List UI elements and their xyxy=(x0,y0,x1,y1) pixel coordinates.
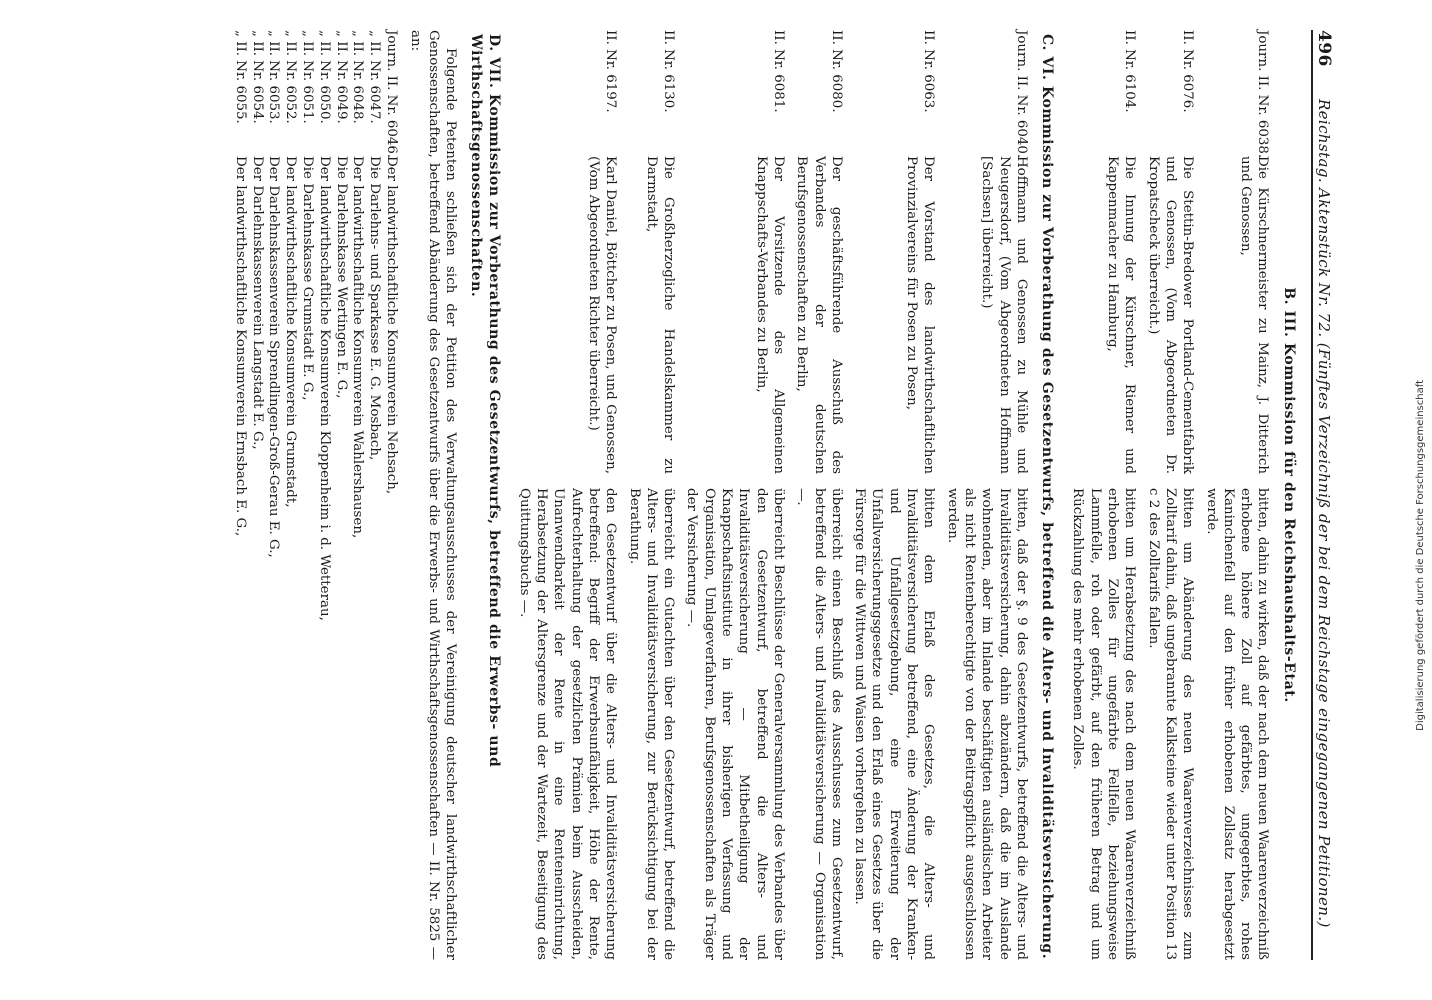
petition-request: bitten um Abänderung des neuen Waarenverzeichnisses zum Zolltarif dahin, daß ungebrannte Kalksteine wieder unter Position 13 c 2 des Zolltarifs fallen. xyxy=(1145,488,1196,960)
journal-reference: II. Nr. 6104. xyxy=(1122,30,1138,113)
list-item xyxy=(382,30,399,960)
section-intro: Folgende Petenten schließen sich der Petition des Verwaltungsausschusses der Vereinigung deutscher landwirthschaftlicher Genossenschaften, betreffend Abänderung des Gesetzentwurfs über die Erwerbs- und Wirthschaftsgenossenschaften — II. Nr. 5825 — an: xyxy=(408,30,458,960)
petition-entry xyxy=(1069,30,1138,960)
page-number: 496 xyxy=(1314,30,1334,67)
petition-entry xyxy=(683,30,787,960)
petition-request: bitten, dahin zu wirken, daß der nach dem neuen Waarenverzeichniß erhobene höhere Zoll auf gefärbtes, ungegerbtes, rohes Kaninchenfell auf den früher erhobenen Zollsatz herabgesetzt werde. xyxy=(1203,488,1271,960)
list-item xyxy=(231,30,248,960)
journal-reference: II. Nr. 6076. xyxy=(1180,30,1196,113)
petitioner: Die Innung der Kürschner, Riemer und Kappenmacher zu Hamburg, xyxy=(1105,156,1138,474)
petitioner: Die Großherzogliche Handelskammer zu Darmstadt, xyxy=(643,156,677,474)
petition-request: bitten um Herabsetzung des nach dem neuen Waarenverzeichniß erhobenen Zolles für ungefärbte Fellfelle, beziehungsweise Lammfelle, roh oder gefärbt, auf den früheren Betrag und um Rückzahlung des mehr erhobenen Zolles. xyxy=(1070,488,1138,960)
petition-request: überreicht einen Beschluß des Ausschusses zum Gesetzentwurf, betreffend die Alters- und Invaliditätsversicherung — Organisation —. xyxy=(794,488,844,960)
journal-reference: „ II. Nr. 6047. xyxy=(367,30,383,124)
petitioner: Der landwirthschaftliche Konsumverein Nehsach, xyxy=(384,156,400,495)
petition-entry xyxy=(1144,30,1196,960)
journal-reference: „ II. Nr. 6051. xyxy=(300,30,316,124)
journal-reference: „ II. Nr. 6055. xyxy=(232,30,248,124)
petitioner: Karl Daniel, Böttcher zu Posen, und Genossen, (Vom Abgeordneten Richter überreicht.) xyxy=(586,156,619,474)
petitioner: Die Darlehnskasse Wertingen E. G., xyxy=(333,156,349,399)
journal-reference: „ II. Nr. 6048. xyxy=(350,30,366,124)
list-item xyxy=(248,30,265,960)
petition-request: den Gesetzentwurf über die Alters- und Invaliditätsversicherung betreffend: Begriff der Erwerbsunfähigkeit, Höhe der Rente, Aufrechterhaltung der gesetzlichen Prämien beim Ausscheiden, Unanwendbarkeit der Rente in eine Renteneinrichtung, Herabsetzung der Altersgrenze und der Wartezeit, Beseitigung des Quittungsbuchs —. xyxy=(516,488,619,960)
petition-entry xyxy=(943,30,1029,960)
petitioner: Der Vorsitzende des Allgemeinen Knappschafts-Verbandes zu Berlin, xyxy=(753,156,786,474)
page-header xyxy=(1311,30,1332,960)
petition-request: überreicht Beschlüsse der Generalversammlung des Verbandes über den Gesetzentwurf, betreffend die Alters- und Invaliditätsversicherung — Mitbetheiligung der Knappschaftsinstitute in ihrer bisherigen Verfassung und Organisation, Umlageverfahren, Berufsgenossenschaften als Träger der Versicherung —. xyxy=(684,488,786,960)
page-title: Reichstag. Aktenstück Nr. 72. (Fünftes Verzeichniß der bei dem Reichstage eingegangenen Petitionen.) xyxy=(1315,98,1333,928)
petition-entry xyxy=(516,30,620,960)
journal-reference: II. Nr. 6081. xyxy=(770,30,786,113)
journal-reference: Journ. II. Nr. 6040. xyxy=(1013,30,1029,159)
petition-entry xyxy=(851,30,937,960)
journal-reference: II. Nr. 6197. xyxy=(603,30,619,113)
petitioner: Der Darlehnskassenverein Langstadt E. G., xyxy=(249,156,265,450)
list-item xyxy=(281,30,298,960)
petition-list xyxy=(516,30,1030,960)
journal-reference: Journ. II. Nr. 6038. xyxy=(1255,30,1271,159)
petitioner: Hoffmann und Genossen zu Mühle und Neugersdorf, (Vom Abgeordneten Hoffmann [Sachsen] überreicht.) xyxy=(979,156,1029,474)
petition-entry xyxy=(1202,30,1271,960)
journal-reference: „ II. Nr. 6049. xyxy=(333,30,349,124)
petitioner: Der geschäftsführende Ausschuß des Verbandes der deutschen Berufsgenossenschaften zu Berlin, xyxy=(794,156,844,474)
journal-reference: II. Nr. 6130. xyxy=(661,30,677,113)
petition-list xyxy=(1069,30,1271,960)
petition-entry xyxy=(625,30,677,960)
journal-reference: „ II. Nr. 6052. xyxy=(283,30,299,124)
journal-reference: „ II. Nr. 6050. xyxy=(316,30,332,124)
section-heading: D. VII. Kommission zur Vorberathung des Gesetzentwurfs, betreffend die Erwerbs- und Wirthschaftsgenossenschaften. xyxy=(468,34,502,768)
petitioner: Die Darlehns- und Sparkasse E. G. Mosbach, xyxy=(367,156,383,461)
list-item xyxy=(298,30,315,960)
section-heading: B. III. Kommission für den Reichshaushalts-Etat. xyxy=(1280,287,1297,703)
petition-request: bitten, daß der §. 9 des Gesetzentwurfs, betreffend die Alters- und Invaliditätsversicherung, dahin abzuändern, daß die im Auslande wohnenden, aber im Inlande beschäftigten ausländischen Arbeiter als nicht Rentenberechtigte von der Beitragspflicht ausgeschlossen werden. xyxy=(944,488,1029,960)
section-heading: C. VI. Kommission zur Vorberathung des Gesetzentwurfs, betreffend die Alters- und Invaliditätsversicherung. xyxy=(1039,34,1056,960)
list-item xyxy=(349,30,366,960)
journal-reference: Journ. II. Nr. 6046. xyxy=(384,30,400,159)
journal-reference: „ II. Nr. 6053. xyxy=(266,30,282,124)
petitioner: Der landwirthschaftliche Konsumverein Kloppenheim i. d. Wetterau, xyxy=(316,156,332,621)
list-item xyxy=(332,30,349,960)
petitioner: Der landwirthschaftliche Konsumverein Grumstadt, xyxy=(283,156,299,508)
petition-entry xyxy=(793,30,845,960)
petitioner: Der landwirthschaftliche Konsumverein Wahlershausen, xyxy=(350,156,366,539)
journal-reference: „ II. Nr. 6054. xyxy=(249,30,265,124)
petition-request: überreicht ein Gutachten über den Gesetzentwurf, betreffend die Alters- und Invaliditätsversicherung, zur Berücksichtigung bei der Berathung. xyxy=(626,488,677,960)
petitioner: Die Kürschnermeister zu Mainz, J. Ditterich und Genossen, xyxy=(1238,156,1271,474)
petitioner: Die Stettin-Bredower Portland-Cementfabrik und Genossen, (Vom Abgeordneten Dr. Kropatscheck überreicht.) xyxy=(1145,156,1196,474)
document-body xyxy=(231,30,1297,960)
journal-reference: II. Nr. 6080. xyxy=(828,30,844,113)
petitioner: Der Vorstand des landwirthschaftlichen Provinzialvereins für Posen zu Posen, xyxy=(904,156,937,474)
funding-note: Digitalisierung gefördert durch die Deutsche Forschungsgemeinschaft xyxy=(1415,380,1426,731)
list-item xyxy=(315,30,332,960)
journal-reference: II. Nr. 6063. xyxy=(921,30,937,113)
petitioner: Die Darlehnskasse Grumstadt E. G., xyxy=(300,156,316,401)
list-item xyxy=(265,30,282,960)
petition-request: bitten dem Erlaß des Gesetzes, die Alters- und Invaliditätsversicherung betreffend, eine Änderung der Kranken- und Unfallgesetzgebung, eine Erweiterung der Unfallversicherungsgesetze und den Erlaß eines Gesetzes über die Fürsorge für die Wittwen und Waisen vorhergehen zu lassen. xyxy=(852,488,937,960)
petitioner: Der landwirthschaftliche Konsumverein Ernsbach E. G., xyxy=(232,156,248,537)
list-item xyxy=(365,30,382,960)
petitioner: Der Darlehnskassenverein Sprendlingen-Groß-Gerau E. G., xyxy=(266,156,282,558)
